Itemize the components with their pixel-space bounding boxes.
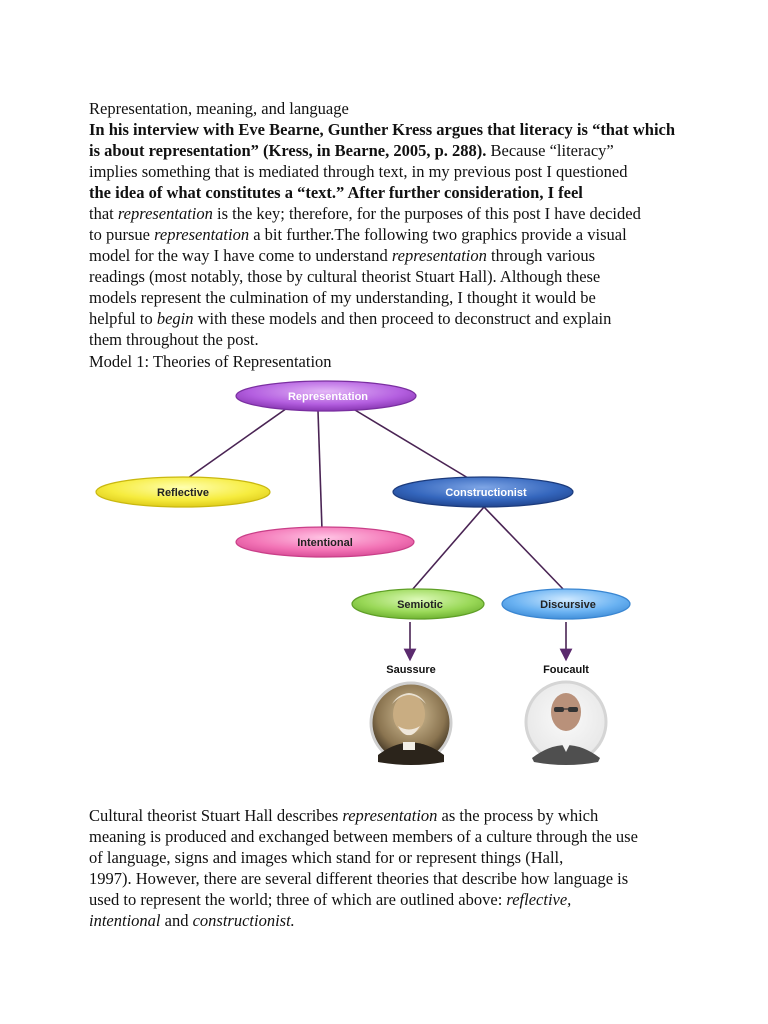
saussure-label: Saussure <box>386 664 436 676</box>
svg-text:Constructionist: Constructionist <box>445 487 527 499</box>
closing-line: Cultural theorist Stuart Hall describes representation as the process by which <box>89 806 599 825</box>
intro-line: them throughout the post. <box>89 330 259 349</box>
intro-line: In his interview with Eve Bearne, Gunther Kress argues that literacy is “that which <box>89 120 676 139</box>
closing-line: meaning is produced and exchanged between members of a culture through the use <box>89 827 638 846</box>
foucault-portrait <box>526 682 606 765</box>
line-representation-constructionist <box>350 407 468 478</box>
intro-line: helpful to begin with these models and then proceed to deconstruct and explain <box>89 309 612 328</box>
intro-line: is about representation” (Kress, in Bearne, 2005, p. 288). Because “literacy” <box>89 141 614 160</box>
svg-text:Representation: Representation <box>287 391 369 403</box>
intro-line: the idea of what constitutes a “text.” After further consideration, I feel <box>89 183 583 202</box>
model-title: Model 1: Theories of Representation <box>89 352 332 371</box>
intro-line: implies something that is mediated through text, in my previous post I questioned <box>89 162 628 181</box>
foucault-label: Foucault <box>543 664 589 676</box>
saussure-portrait <box>371 683 451 765</box>
line-representation-intentional <box>318 411 322 530</box>
node-representation <box>236 381 416 411</box>
intro-line: to pursue representation a bit further.The following two graphics provide a visual <box>89 225 627 244</box>
page-heading: Representation, meaning, and language <box>89 99 349 118</box>
line-constructionist-discursive <box>484 507 564 590</box>
svg-text:Discursive: Discursive <box>540 599 596 611</box>
intro-line: readings (most notably, those by cultural theorist Stuart Hall). Although these <box>89 267 601 286</box>
line-constructionist-semiotic <box>412 507 484 590</box>
node-constructionist <box>393 477 573 507</box>
node-semiotic <box>352 589 484 619</box>
closing-line: of language, signs and images which stand for or represent things (Hall, <box>89 848 564 867</box>
line-representation-reflective <box>188 406 290 478</box>
intro-line: that representation is the key; therefore, for the purposes of this post I have decided <box>89 204 641 223</box>
intro-line: models represent the culmination of my understanding, I thought it would be <box>89 288 596 307</box>
closing-line: 1997). However, there are several different theories that describe how language is <box>89 869 629 888</box>
closing-line: intentional and constructionist. <box>89 911 295 930</box>
closing-line: used to represent the world; three of which are outlined above: reflective, <box>89 890 572 909</box>
svg-text:Intentional: Intentional <box>297 537 353 549</box>
intro-line: model for the way I have come to understand representation through various <box>89 246 596 265</box>
node-intentional <box>236 527 414 557</box>
svg-text:Reflective: Reflective <box>157 487 209 499</box>
node-reflective <box>96 477 270 507</box>
node-discursive <box>502 589 630 619</box>
svg-text:Semiotic: Semiotic <box>397 599 443 611</box>
